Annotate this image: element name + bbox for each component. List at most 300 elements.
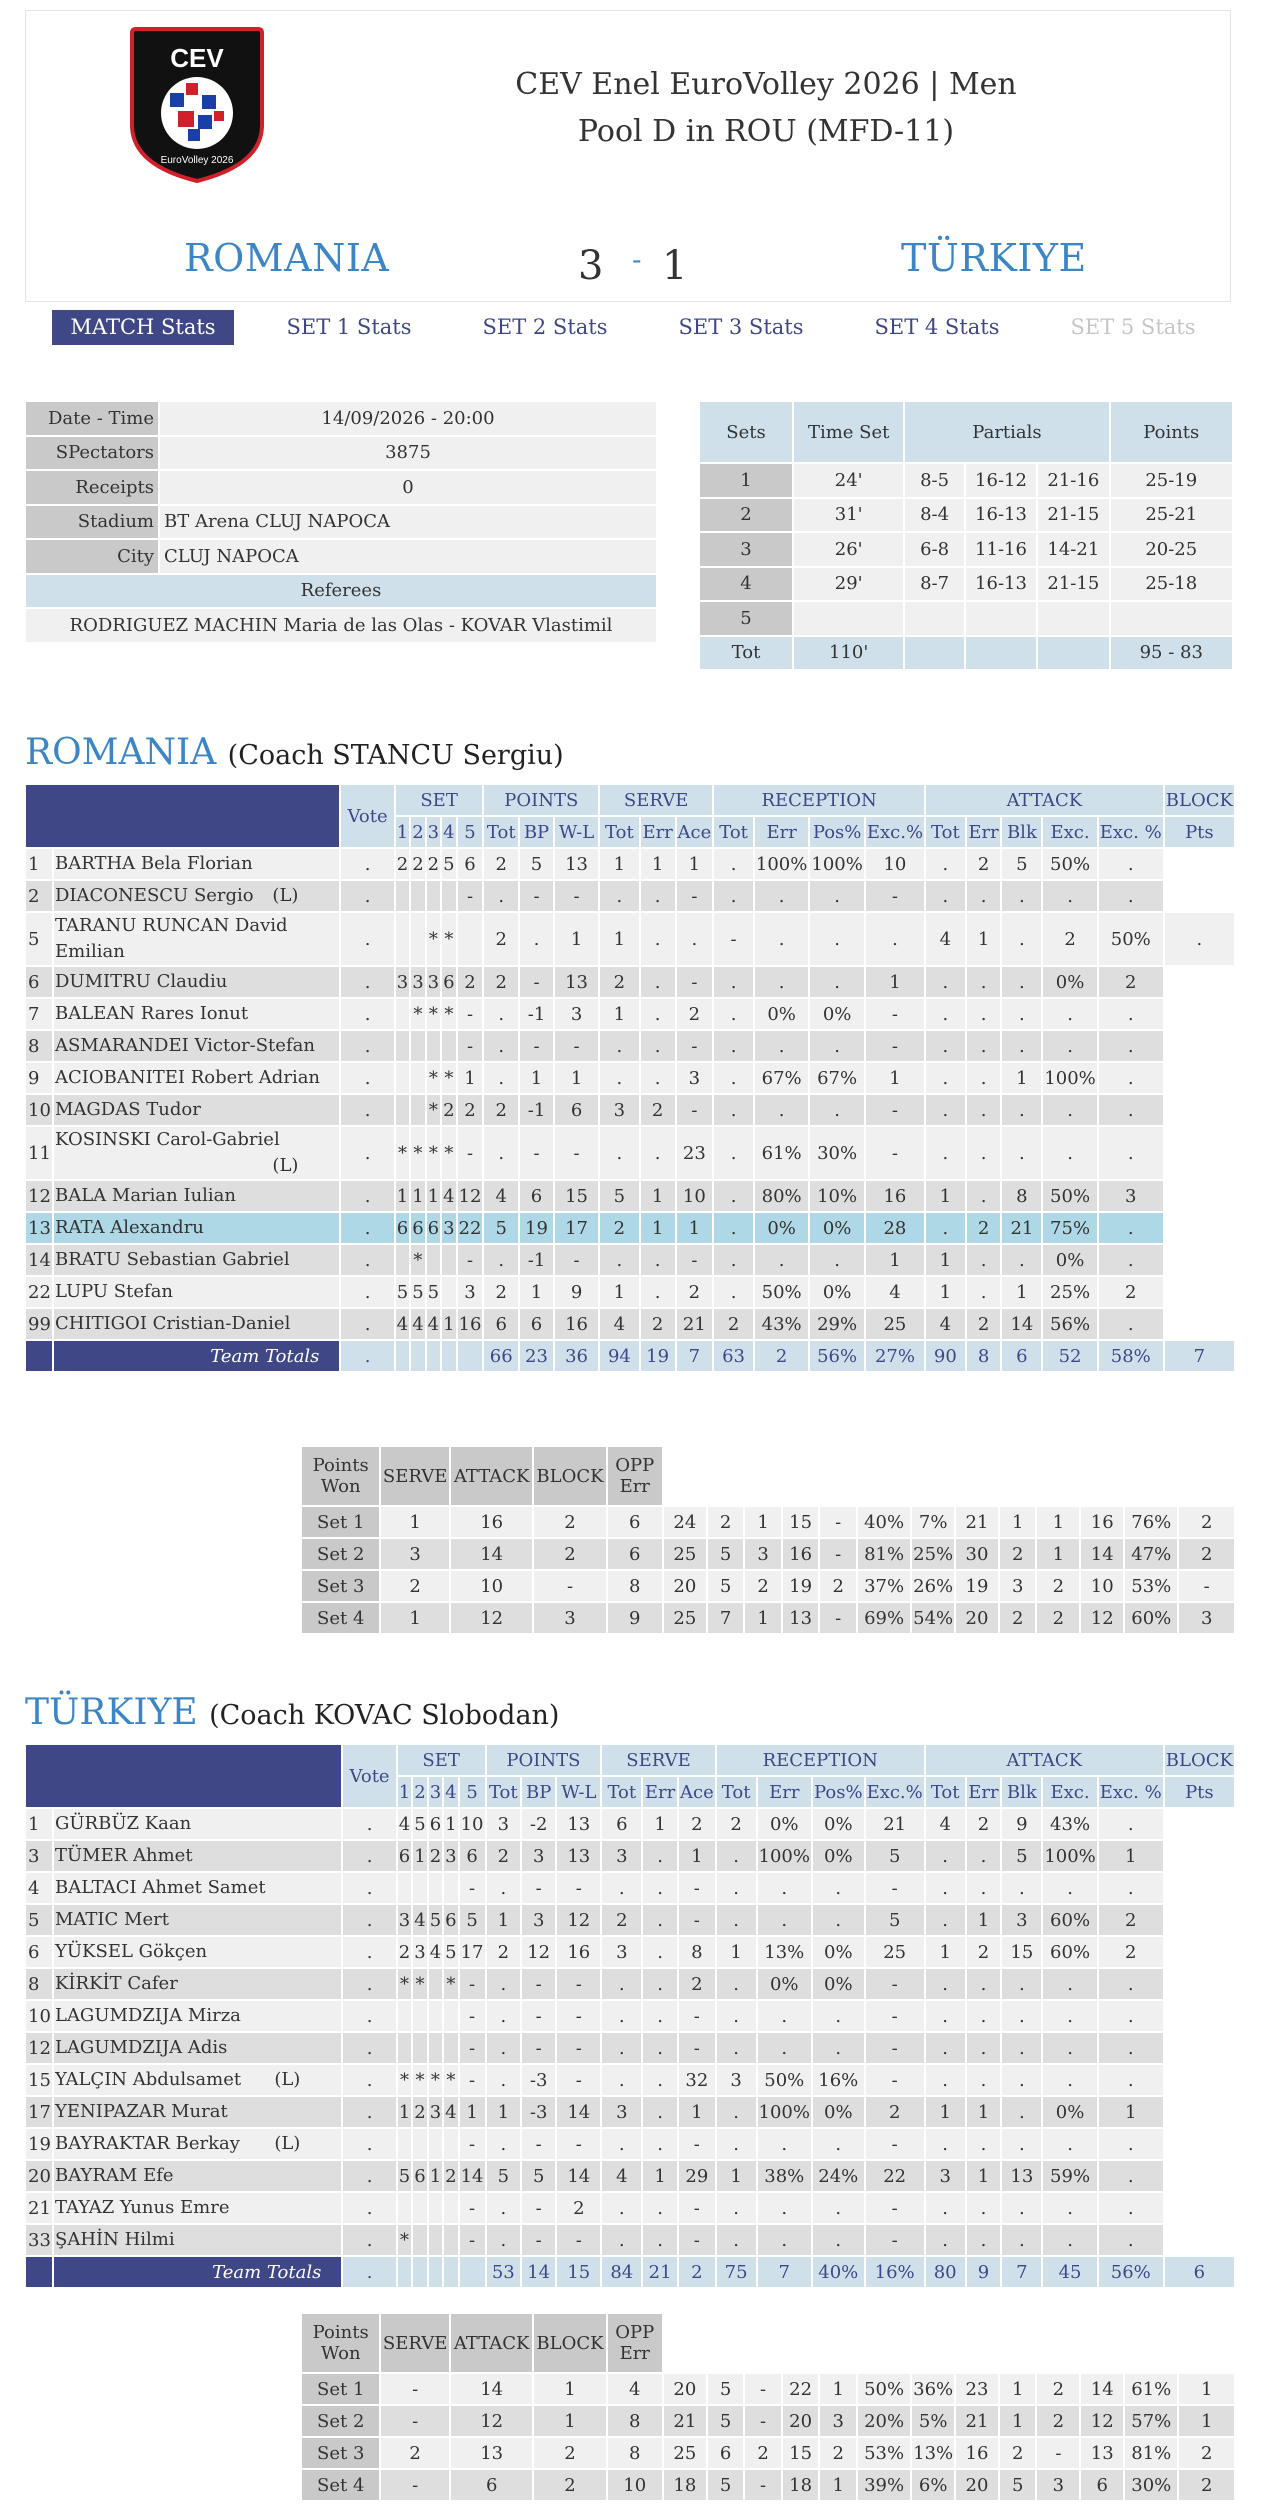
stat-cell: . (602, 2065, 641, 2095)
player-number: 9 (26, 1063, 52, 1093)
stat-cell: . (1002, 2065, 1041, 2095)
player-row (26, 1063, 1234, 1093)
stat-cell: . (1002, 967, 1041, 997)
stat-cell: * (398, 2065, 411, 2095)
sets-cell: 8-5 (905, 464, 963, 497)
stat-cell: . (1002, 2193, 1041, 2223)
player-name (54, 1181, 339, 1211)
stat-cell: . (602, 2193, 641, 2223)
stat-cell: . (967, 881, 1001, 911)
stat-cell: . (967, 2033, 1001, 2063)
stat-cell: 0% (810, 999, 863, 1029)
stat-cell: - (679, 2193, 715, 2223)
points-header: Points (1111, 402, 1232, 462)
stat-cell: . (926, 1969, 965, 1999)
stat-cell: . (758, 2033, 811, 2063)
stat-cell: . (714, 999, 753, 1029)
sub-header: W-L (555, 817, 598, 847)
stat-cell: . (1043, 1127, 1096, 1179)
sub-header: Err (641, 817, 675, 847)
stat-cell: 14 (557, 2097, 600, 2127)
stat-cell: . (600, 881, 639, 911)
stat-cell: . (717, 2225, 756, 2255)
player-name (54, 849, 339, 879)
stat-cell: 1 (444, 1809, 457, 1839)
stat-cell: - (458, 881, 483, 911)
player-name (54, 999, 339, 1029)
points-won-header: BLOCK (534, 2314, 605, 2372)
stat-cell: 0% (810, 1277, 863, 1307)
totals-cell: 15 (557, 2257, 600, 2287)
sets-cell: 21-15 (1038, 499, 1108, 532)
stat-cell: - (679, 1873, 715, 1903)
stat-cell: 1 (520, 1063, 553, 1093)
totals-cell (411, 1341, 424, 1371)
stat-cell: 1 (520, 1277, 553, 1307)
stat-cell: . (1099, 2129, 1163, 2159)
points-won-cell: 12 (1081, 1603, 1123, 1633)
stat-cell: . (484, 999, 518, 1029)
points-won-cell: 20 (956, 2470, 998, 2500)
points-won-cell: 1 (820, 2470, 856, 2500)
stat-cell: - (522, 2193, 555, 2223)
points-won-cell: 3 (1000, 1571, 1036, 1601)
player-number: 8 (26, 1031, 52, 1061)
totals-cell: 2 (755, 1341, 808, 1371)
sub-header: Exc. % (1099, 1777, 1163, 1807)
player-name (54, 1031, 339, 1061)
player-name-text: YÜKSEL Gökçen (54, 1941, 208, 1962)
points-won-cell: 14 (451, 2374, 533, 2404)
stat-cell: . (343, 2001, 395, 2031)
stat-cell: . (717, 2033, 756, 2063)
stat-cell: . (1165, 913, 1234, 965)
stat-cell: 0% (1043, 2097, 1096, 2127)
tab-set3-stats[interactable]: SET 3 Stats (678, 315, 804, 339)
player-row (26, 967, 1234, 997)
stat-cell: . (1099, 1063, 1163, 1093)
stat-cell: - (522, 2225, 555, 2255)
points-won-cell: 6% (912, 2470, 954, 2500)
points-won-cell: 9 (608, 1603, 662, 1633)
stat-cell: . (341, 999, 393, 1029)
stat-cell: 2 (677, 999, 713, 1029)
stat-cell: . (755, 1095, 808, 1125)
player-name (54, 1245, 339, 1275)
stat-cell: . (714, 1031, 753, 1061)
stat-cell: . (1043, 2065, 1096, 2095)
points-won-cell: 22 (783, 2374, 819, 2404)
points-won-cell: 1 (745, 1507, 781, 1537)
points-won-cell: 20% (858, 2406, 910, 2436)
stat-cell (442, 1031, 455, 1061)
stat-cell: 4 (926, 913, 965, 965)
stat-cell (398, 2033, 411, 2063)
stat-cell: 0% (755, 999, 808, 1029)
stat-cell: . (602, 1969, 641, 1999)
totals-cell (444, 2257, 457, 2287)
stat-cell: - (866, 881, 924, 911)
tab-set1-stats[interactable]: SET 1 Stats (286, 315, 412, 339)
totals-cell: 19 (641, 1341, 675, 1371)
stat-cell: 25 (866, 1937, 924, 1967)
stat-cell: . (600, 1031, 639, 1061)
sub-header: 4 (444, 1777, 457, 1807)
sub-header: Tot (602, 1777, 641, 1807)
tab-set2-stats[interactable]: SET 2 Stats (482, 315, 608, 339)
stat-cell: 2 (429, 1841, 442, 1871)
stat-cell: 1 (555, 913, 598, 965)
stat-cell: . (484, 1127, 518, 1179)
stat-cell: 2 (484, 967, 518, 997)
totals-cell: 6 (1002, 1341, 1041, 1371)
spectators-value: 3875 (160, 437, 656, 470)
totals-cell: 90 (926, 1341, 965, 1371)
stat-cell: . (714, 1245, 753, 1275)
sub-header: Err (755, 817, 808, 847)
serve-group-header: SERVE (602, 1745, 714, 1775)
sub-header: Ace (679, 1777, 715, 1807)
stat-cell (411, 1031, 424, 1061)
stat-cell: . (755, 1245, 808, 1275)
sub-header: Blk (1002, 1777, 1041, 1807)
player-row (26, 1213, 1234, 1243)
stat-cell: . (926, 2193, 965, 2223)
stat-cell: . (810, 881, 863, 911)
stat-cell: . (1099, 1095, 1163, 1125)
stat-cell: 3 (717, 2065, 756, 2095)
points-won-cell: 4 (608, 2374, 662, 2404)
stat-cell: 1 (643, 2161, 677, 2191)
sets-cell: 11-16 (966, 533, 1036, 566)
sub-header: Exc.% (866, 1777, 924, 1807)
sets-row (700, 464, 1232, 497)
stat-cell: 6 (427, 1213, 440, 1243)
stat-cell: 1 (967, 2161, 1001, 2191)
points-won-cell: 54% (912, 1603, 954, 1633)
stat-cell: . (926, 1841, 965, 1871)
points-won-row (302, 2374, 1234, 2404)
stat-cell: . (641, 967, 675, 997)
points-won-cell: Set 2 (302, 1539, 379, 1569)
points-won-cell: - (381, 2374, 448, 2404)
points-won-cell: 69% (858, 1603, 910, 1633)
stat-cell: 9 (555, 1277, 598, 1307)
stadium-label: Stadium (26, 506, 158, 539)
stat-cell: . (341, 1213, 393, 1243)
stat-cell: 12 (557, 1905, 600, 1935)
points-won-cell: 2 (534, 2470, 605, 2500)
stat-cell: - (557, 1873, 600, 1903)
player-name-text: TÜMER Ahmet (54, 1845, 193, 1866)
points-won-cell: 2 (1037, 1603, 1079, 1633)
stat-cell: 25% (1043, 1277, 1096, 1307)
stat-cell: 12 (458, 1181, 483, 1211)
stat-cell: 2 (557, 2193, 600, 2223)
stat-cell: . (602, 2129, 641, 2159)
points-won-cell: 2 (745, 1571, 781, 1601)
stat-cell: . (967, 2193, 1001, 2223)
svg-text:EuroVolley 2026: EuroVolley 2026 (160, 155, 234, 166)
player-name (54, 1277, 339, 1307)
stat-cell: 2 (641, 1309, 675, 1339)
stat-cell: 2 (967, 1309, 1001, 1339)
stat-cell: 2 (484, 913, 518, 965)
points-won-cell: 20 (664, 1571, 706, 1601)
stat-cell: 0% (813, 2097, 864, 2127)
match-header (25, 10, 1231, 302)
stat-cell: - (557, 2001, 600, 2031)
points-won-cell: 2 (1000, 2438, 1036, 2468)
stat-cell: . (487, 1873, 521, 1903)
stat-cell: . (926, 967, 965, 997)
stat-cell: . (1099, 1127, 1163, 1179)
player-number: 2 (26, 881, 52, 911)
player-row (26, 849, 1234, 879)
stat-cell: 5 (484, 1213, 518, 1243)
points-won-cell: 2 (1037, 2406, 1079, 2436)
stat-cell: - (557, 1969, 600, 1999)
stat-cell: 50% (1043, 1181, 1096, 1211)
stat-cell: * (429, 2065, 442, 2095)
stat-cell: 14 (460, 2161, 485, 2191)
stat-cell: . (341, 1095, 393, 1125)
stat-cell: - (460, 1969, 485, 1999)
stat-cell: 3 (522, 1905, 555, 1935)
points-won-cell: 1 (534, 2374, 605, 2404)
stat-cell: - (520, 967, 553, 997)
sets-row (700, 499, 1232, 532)
points-won-cell: 2 (534, 1507, 605, 1537)
stat-cell (413, 2193, 426, 2223)
points-won-header: SERVE (381, 2314, 448, 2372)
points-won-cell: 2 (820, 1571, 856, 1601)
header-spacer (664, 1447, 1234, 1505)
stat-cell: 2 (714, 1309, 753, 1339)
tab-match-stats[interactable]: MATCH Stats (52, 310, 234, 345)
stat-cell: . (341, 913, 393, 965)
points-won-cell: 81% (858, 1539, 910, 1569)
stat-cell: 2 (641, 1095, 675, 1125)
stat-cell: 25 (866, 1309, 924, 1339)
player-number: 17 (26, 2097, 52, 2127)
player-name (54, 1309, 339, 1339)
stat-cell: 5 (487, 2161, 521, 2191)
points-won-cell: 8 (608, 2406, 662, 2436)
player-name-text: DUMITRU Claudiu (54, 971, 228, 992)
header-blank (26, 1745, 341, 1807)
points-won-cell: 21 (664, 2406, 706, 2436)
stat-cell: 16 (557, 1937, 600, 1967)
stat-cell: - (555, 881, 598, 911)
stat-cell: 5 (427, 1277, 440, 1307)
stat-cell (429, 1873, 442, 1903)
sets-total-cell: 110' (794, 637, 903, 670)
player-name (54, 2225, 341, 2255)
stat-cell: . (343, 2097, 395, 2127)
stat-cell: - (866, 1127, 924, 1179)
stat-cell: 3 (444, 1841, 457, 1871)
stat-cell: . (926, 2001, 965, 2031)
stat-cell: 24% (813, 2161, 864, 2191)
away-team-name: TÜRKIYE (901, 236, 1087, 280)
coach-name: (Coach STANCU Sergiu) (227, 740, 564, 771)
stat-cell (396, 1245, 409, 1275)
stat-cell: 1 (926, 2097, 965, 2127)
sub-header: 2 (413, 1777, 426, 1807)
stat-cell: . (343, 1905, 395, 1935)
stat-cell: . (643, 1873, 677, 1903)
stat-cell: - (458, 999, 483, 1029)
stat-cell: . (926, 849, 965, 879)
points-won-cell: Set 2 (302, 2406, 379, 2436)
stat-cell: 5 (398, 2161, 411, 2191)
stat-cell: . (967, 1841, 1001, 1871)
stat-cell: * (442, 999, 455, 1029)
stat-cell: 8 (679, 1937, 715, 1967)
totals-cell: 75 (717, 2257, 756, 2287)
player-name-text: ŞAHİN Hilmi (54, 2229, 175, 2250)
stat-cell: 2 (1099, 967, 1163, 997)
stat-cell: . (643, 1937, 677, 1967)
player-number: 22 (26, 1277, 52, 1307)
stat-cell: . (967, 1063, 1001, 1093)
player-name (54, 2033, 341, 2063)
referees-value: RODRIGUEZ MACHIN Maria de las Olas - KOVAR Vlastimil (26, 609, 656, 642)
points-won-cell: 16 (1081, 1507, 1123, 1537)
stat-cell: 1 (429, 2161, 442, 2191)
sub-header: Exc. (1043, 1777, 1096, 1807)
stat-cell: 10% (810, 1181, 863, 1211)
points-won-cell: - (381, 2470, 448, 2500)
points-won-cell: 5% (912, 2406, 954, 2436)
stat-cell: . (641, 1245, 675, 1275)
stat-cell: . (643, 1969, 677, 1999)
match-info-table (24, 400, 658, 644)
points-won-cell: 2 (1179, 1539, 1234, 1569)
stat-cell: . (967, 999, 1001, 1029)
stat-cell: - (866, 1031, 924, 1061)
points-won-cell: 2 (1000, 1603, 1036, 1633)
stat-cell: - (677, 1245, 713, 1275)
points-won-cell: 1 (1000, 2374, 1036, 2404)
stat-cell: . (484, 1063, 518, 1093)
totals-cell: 56% (810, 1341, 863, 1371)
stat-cell: . (758, 2129, 811, 2159)
sub-header: Tot (926, 1777, 965, 1807)
stat-cell: 3 (602, 1937, 641, 1967)
attack-group-header: ATTACK (926, 785, 1163, 815)
stat-cell: - (460, 2033, 485, 2063)
stat-cell: . (487, 2001, 521, 2031)
stat-cell: 1 (555, 1063, 598, 1093)
referees-label: Referees (26, 575, 656, 608)
stat-cell: - (679, 2033, 715, 2063)
stat-cell: 6 (520, 1181, 553, 1211)
stat-cell: 1 (487, 2097, 521, 2127)
stat-cell: . (967, 2225, 1001, 2255)
stat-cell: 1 (396, 1181, 409, 1211)
totals-cell: 58% (1099, 1341, 1163, 1371)
totals-cell (413, 2257, 426, 2287)
stat-cell: . (600, 1063, 639, 1093)
stat-cell: . (1099, 999, 1163, 1029)
points-won-cell: 15 (783, 1507, 819, 1537)
points-won-header: ATTACK (451, 2314, 533, 2372)
stat-cell (413, 1873, 426, 1903)
stat-cell: 2 (600, 967, 639, 997)
stat-cell: . (341, 1181, 393, 1211)
stat-cell: . (717, 1873, 756, 1903)
points-won-cell: 2 (1179, 2438, 1234, 2468)
points-won-cell: 2 (381, 1571, 448, 1601)
stat-cell (411, 1063, 424, 1093)
player-name-text: KİRKİT Cafer (54, 1973, 178, 1994)
points-won-cell: Set 1 (302, 1507, 379, 1537)
totals-cell: 23 (520, 1341, 553, 1371)
stat-cell: - (679, 2001, 715, 2031)
stat-cell (411, 1095, 424, 1125)
stat-cell: . (714, 1063, 753, 1093)
points-won-cell: 60% (1125, 1603, 1177, 1633)
stat-cell: . (813, 2193, 864, 2223)
points-won-cell: 13 (783, 1603, 819, 1633)
stat-cell: . (343, 2193, 395, 2223)
sub-header: Tot (487, 1777, 521, 1807)
stat-cell: - (866, 2033, 924, 2063)
points-won-cell: 13 (1081, 2438, 1123, 2468)
sets-cell (905, 602, 963, 635)
stat-cell: . (1099, 2033, 1163, 2063)
stat-cell: * (442, 913, 455, 965)
stat-cell (398, 2001, 411, 2031)
points-won-cell: 2 (1179, 1507, 1234, 1537)
player-number: 12 (26, 1181, 52, 1211)
stat-cell: 1 (458, 1063, 483, 1093)
stat-cell: . (1043, 1095, 1096, 1125)
points-won-cell: 2 (1179, 2470, 1234, 2500)
stat-cell: - (522, 2129, 555, 2159)
sub-header: Exc. % (1099, 817, 1163, 847)
stat-cell: 6 (413, 2161, 426, 2191)
stat-cell: . (1002, 913, 1041, 965)
stat-cell: 14 (1002, 1309, 1041, 1339)
player-number: 10 (26, 1095, 52, 1125)
stat-cell: 5 (442, 849, 455, 879)
points-won-header: BLOCK (534, 1447, 605, 1505)
stat-cell: * (442, 1127, 455, 1179)
stat-cell (458, 913, 483, 965)
stat-cell: 2 (866, 2097, 924, 2127)
tab-set4-stats[interactable]: SET 4 Stats (874, 315, 1000, 339)
totals-cell: 53 (487, 2257, 521, 2287)
stat-cell: 3 (413, 1937, 426, 1967)
totals-cell (427, 1341, 440, 1371)
stat-cell: . (967, 2129, 1001, 2159)
stat-cell (413, 2001, 426, 2031)
stat-cell: . (643, 2193, 677, 2223)
player-name (54, 2129, 341, 2159)
stat-cell: . (714, 1127, 753, 1179)
stat-cell: . (602, 2033, 641, 2063)
points-won-cell: 57% (1125, 2406, 1177, 2436)
stat-cell: 2 (967, 1809, 1001, 1839)
player-number: 13 (26, 1213, 52, 1243)
player-row (26, 1873, 1234, 1903)
set-group-header: SET (398, 1745, 485, 1775)
points-won-cell: 81% (1125, 2438, 1177, 2468)
stat-cell: 2 (487, 1841, 521, 1871)
